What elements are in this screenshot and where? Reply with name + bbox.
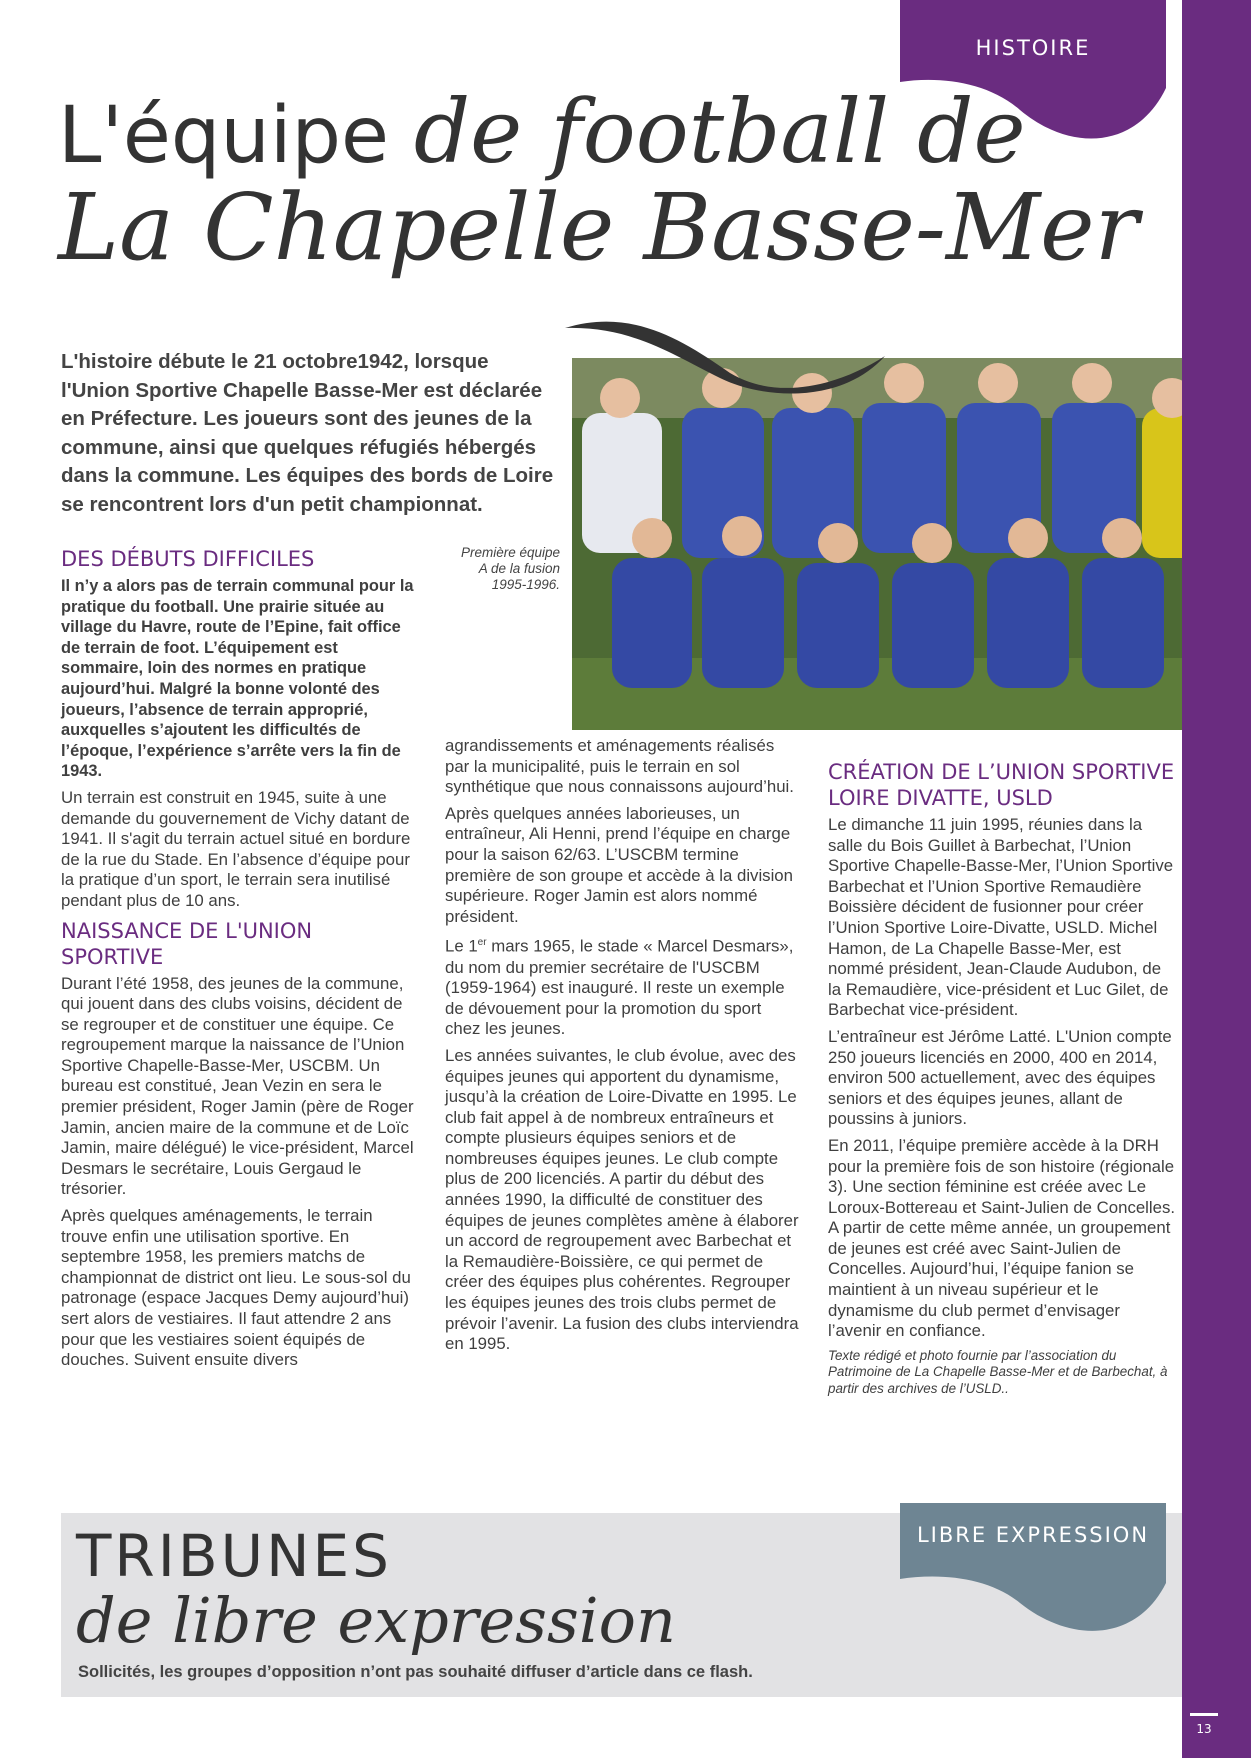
paragraph: Durant l’été 1958, des jeunes de la commune, qui jouent dans des clubs voisins, décident de se regrouper et de constituer une équipe. Ce regroupement marque la naissance de l’Union Sportive Chapelle-Basse-Mer, USCBM. Un bureau est constitué, Jean Vezin en sera le premier président, Roger Jamin (père de Roger Jamin, ancien maire de la commune et de Loïc Jamin, maire délégué) le vice-président, Marcel Desmars le secrétaire, Louis Gergaud le trésorier. bbox=[61, 973, 414, 1199]
section-tab-label: HISTOIRE bbox=[975, 36, 1091, 60]
page-title-line2: La Chapelle Basse-Mer bbox=[58, 174, 1139, 281]
paragraph: En 2011, l’équipe première accède à la DRH pour la première fois de son histoire (régionale 3). Une section féminine est créée avec Le Loroux-Bottereau et Saint-Julien de Concelles. A partir de cette même année, un groupement de jeunes est créé avec Saint-Julien de Concelles. Aujourd’hui, l’équipe fanion se maintient à un niveau supérieur et le dynamisme du club permet d’envisager l’avenir en confiance. bbox=[828, 1135, 1176, 1341]
paragraph: Le dimanche 11 juin 1995, réunies dans la salle du Bois Guillet à Barbechat, l’Union Sportive Chapelle-Basse-Mer, l’Union Sportive Barbechat et l’Union Sportive Remaudière Boissière décident de fusionner pour créer l’Union Sportive Loire-Divatte, USLD. Michel Hamon, de La Chapelle Basse-Mer, est nommé président, Jean-Claude Audubon, de la Remaudière, vice-président et Luc Gilet, de Barbechat vice-président. bbox=[828, 815, 1174, 1020]
article-column-3 bbox=[828, 753, 1176, 1403]
tribunes-title: TRIBUNES bbox=[76, 1522, 392, 1590]
tribunes-subtitle: de libre expression bbox=[76, 1584, 676, 1657]
caption-line: A de la fusion bbox=[478, 561, 560, 576]
superscript: er bbox=[477, 937, 487, 949]
section-tab-label: LIBRE EXPRESSION bbox=[916, 1523, 1150, 1547]
side-band bbox=[1182, 0, 1251, 1758]
paragraph: L’entraîneur est Jérôme Latté. L'Union compte 250 joueurs licenciés en 2000, 400 en 2014, environ 500 actuellement, avec des équipes seniors et des équipes jeunes, allant de poussins à juniors. bbox=[828, 1026, 1172, 1129]
page-number-rule bbox=[1190, 1713, 1218, 1716]
title-part2: de football de bbox=[413, 80, 1026, 183]
paragraph: Après quelques années laborieuses, un entraîneur, Ali Henni, prend l’équipe en charge pour la saison 62/63. L’USCBM termine première de son groupe et accède à la division supérieure. Roger Jamin est alors nommé président. bbox=[445, 803, 793, 926]
page-title-line1 bbox=[58, 80, 1026, 183]
article-column-1 bbox=[61, 540, 416, 1377]
article-column-2 bbox=[445, 736, 800, 1361]
team-photo-illustration bbox=[572, 358, 1182, 730]
section-tab-libre-expression bbox=[900, 1503, 1166, 1633]
section-heading-naissance: NAISSANCE DE L'UNION SPORTIVE bbox=[61, 918, 313, 969]
text-fragment: Le 1 bbox=[445, 936, 478, 956]
caption-line: Première équipe bbox=[460, 545, 560, 560]
decorative-swoosh bbox=[560, 318, 890, 398]
paragraph: Après quelques aménagements, le terrain trouve enfin une utilisation sportive. En septembre 1958, les premiers matchs de championnat de district ont lieu. Le sous-sol du patronage (espace Jacques Demy aujourd’hui) sert alors de vestiaires. Il faut attendre 2 ans pour que les vestiaires soient équipés de douches. Suivent ensuite divers bbox=[61, 1206, 411, 1370]
paragraph-stade bbox=[445, 933, 800, 1040]
tribunes-note: Sollicités, les groupes d’opposition n’ont pas souhaité diffuser d’article dans ce flash. bbox=[78, 1663, 753, 1681]
lead-paragraph: Il n’y a alors pas de terrain communal pour la pratique du football. Une prairie située au village du Havre, route de l’Epine, fait office de terrain de foot. L’équipement est sommaire, loin des normes en pratique aujourd’hui. Malgré la bonne volonté des joueurs, l’absence de terrain approprié, auxquelles s’ajoutent les difficultés de l’époque, l’expérience s’arrête vers la fin de 1943. bbox=[61, 577, 414, 781]
section-heading-creation: CRÉATION DE L’UNION SPORTIVE LOIRE DIVATTE, USLD bbox=[828, 760, 1175, 810]
credit-note: Texte rédigé et photo fournie par l’association du Patrimoine de La Chapelle Basse-Mer et de Barbechat, à partir des archives de l’USLD.. bbox=[828, 1347, 1168, 1396]
section-heading-debuts: DES DÉBUTS DIFFICILES bbox=[61, 547, 315, 571]
intro-paragraph: L'histoire débute le 21 octobre1942, lorsque l'Union Sportive Chapelle Basse-Mer est déclarée en Préfecture. Les joueurs sont des jeunes de la commune, ainsi que quelques réfugiés hébergés dans la commune. Les équipes des bords de Loire se rencontrent lors d'un petit championnat. bbox=[61, 350, 554, 516]
text-fragment: mars 1965, le stade « Marcel Desmars», du nom du premier secrétaire de l'USCBM (1959-1964) est inauguré. Il reste un exemple de dévouement pour la promotion du sport chez les jeunes. bbox=[445, 936, 794, 1039]
team-photo bbox=[572, 358, 1182, 730]
paragraph: Un terrain est construit en 1945, suite à une demande du gouvernement de Vichy datant de 1941. Il s'agit du terrain actuel situé en bordure de la rue du Stade. En l’absence d’équipe pour la pratique d’un sport, le terrain sera inutilisé pendant plus de 10 ans. bbox=[61, 787, 411, 910]
title-part1: L'équipe bbox=[58, 91, 390, 181]
photo-caption bbox=[400, 545, 560, 593]
paragraph: Les années suivantes, le club évolue, avec des équipes jeunes qui apportent du dynamisme, jusqu’à la création de Loire-Divatte en 1995. Le club fait appel à de nombreux entraîneurs et compte plusieurs équipes seniors et de nombreuses équipes jeunes. Le club compte plus de 200 licenciés. A partir du début des années 1990, la difficulté de constituer des équipes de jeunes complètes amène à élaborer un accord de regroupement avec Barbechat et la Remaudière-Boissière, ce qui permet de créer des équipes plus cohérentes. Regrouper les équipes jeunes des trois clubs permet de prévoir l’avenir. La fusion des clubs interviendra en 1995. bbox=[445, 1045, 799, 1354]
paragraph: agrandissements et aménagements réalisés par la municipalité, puis le terrain en sol synthétique que nous connaissons aujourd’hui. bbox=[445, 736, 794, 797]
page-number: 13 bbox=[1196, 1722, 1212, 1736]
caption-line: 1995-1996. bbox=[491, 577, 560, 592]
